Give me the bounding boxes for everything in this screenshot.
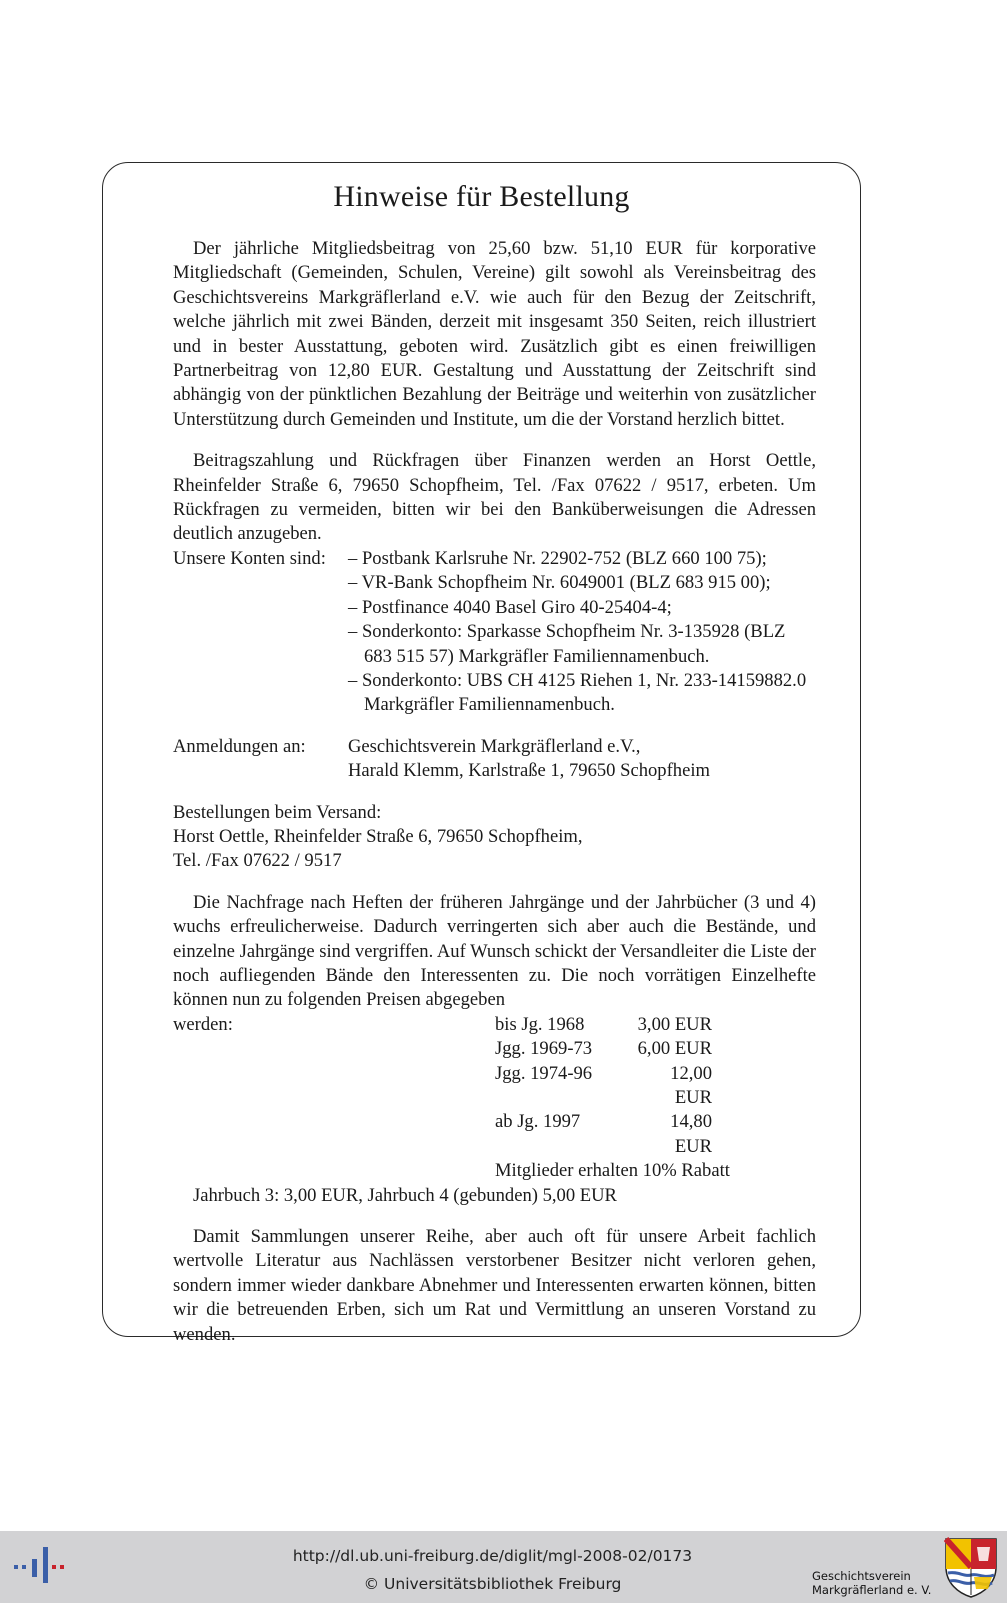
payment-paragraph: Beitragszahlung und Rückfragen über Finanzen werden an Horst Oettle, Rheinfelder Straße 6, 79650 Schopfheim, Tel. /Fax 07622 / 9517, erbeten. Um Rückfragen zu vermeiden, bitten wir bei den Banküberweisungen die Adressen deutlich anzugeben. <box>173 450 816 545</box>
price-row <box>173 1159 816 1183</box>
coat-of-arms-icon <box>944 1537 998 1599</box>
price-row <box>173 1062 816 1111</box>
membership-paragraph: Der jährliche Mitgliedsbeitrag von 25,60 bzw. 51,10 EUR für korporative Mitgliedschaft (Gemeinden, Schulen, Vereine) gilt sowohl als Vereinsbeitrag des Geschichtsvereins Markgräflerland e.V. wie auch für den Bezug der Zeitschrift, welche jährlich mit zwei Bänden, derzeit mit insgesamt 350 Seiten, reich illustriert und in bester Ausstattung, geboten wird. Zusätzlich gibt es einen freiwilligen Partnerbeitrag von 12,80 EUR. Gestaltung und Ausstattung der Zeitschrift sind abhängig von der pünktlichen Bezahlung der Beiträge und weiterhin von zusätzlicher Unterstützung durch Gemeinden und Institute, um die der Vorstand herzlich bittet. <box>173 238 816 430</box>
price-range: Jgg. 1974-96 <box>495 1062 593 1084</box>
society-name-line: Markgräflerland e. V. <box>812 1583 932 1597</box>
price-row <box>173 1013 816 1037</box>
price-value: 6,00 EUR <box>637 1038 712 1060</box>
price-row <box>173 1110 816 1159</box>
price-range: Jgg. 1969-73 <box>495 1038 593 1060</box>
accounts-section <box>173 547 816 718</box>
account-item: – VR-Bank Schopfheim Nr. 6049001 (BLZ 683 915 00); <box>348 572 771 594</box>
account-item: – Postbank Karlsruhe Nr. 22902-752 (BLZ 660 100 75); <box>348 547 767 569</box>
back-issues-paragraph: Die Nachfrage nach Heften der früheren Jahrgänge und der Jahrbücher (3 und 4) wuchs erfreulicherweise. Dadurch verringerten sich aber auch die Bestände, und einzelne Jahrgänge sind vergriffen. Auf Wunsch schickt der Versandleiter die Liste der noch aufliegenden Bände den Interessenten zu. Die noch vorrätigen Einzelhefte können nun zu folgenden Preisen abgegeben <box>173 891 816 1011</box>
price-range: bis Jg. 1968 <box>495 1013 585 1035</box>
shipping-heading: Bestellungen beim Versand: <box>173 801 382 823</box>
collections-paragraph: Damit Sammlungen unserer Reihe, aber auch oft für unsere Arbeit fachlich wertvolle Literatur aus Nachlässen verstorbener Besitzer nicht verloren gehen, sondern immer wieder dankbare Abnehmer und Interessenten erwarten können, bitten wir die betreuenden Erben, sich um Rat und Vermittlung an unseren Vorstand zu wenden. <box>173 1226 816 1345</box>
footer-bar <box>0 1531 1007 1603</box>
price-value: 14,80 EUR <box>670 1111 712 1157</box>
accounts-label: Unsere Konten sind: <box>173 547 326 569</box>
accounts-list <box>348 547 816 718</box>
yearbook-prices: Jahrbuch 3: 3,00 EUR, Jahrbuch 4 (gebunden) 5,00 EUR <box>193 1184 617 1206</box>
account-item: – Sonderkonto: Sparkasse Schopfheim Nr. 3-135928 (BLZ 683 515 57) Markgräfler Familiennamenbuch. <box>348 621 786 667</box>
registration-address-line: Harald Klemm, Karlstraße 1, 79650 Schopfheim <box>348 760 710 782</box>
notice-box <box>102 162 861 1345</box>
source-url-link[interactable]: http://dl.ub.uni-freiburg.de/diglit/mgl-2008-02/0173 <box>292 1547 693 1565</box>
account-item: – Postfinance 4040 Basel Giro 40-25404-4; <box>348 596 672 618</box>
account-item: – Sonderkonto: UBS CH 4125 Riehen 1, Nr. 233-14159882.0 Markgräfler Familiennamenbuch. <box>348 669 807 716</box>
member-discount: Mitglieder erhalten 10% Rabatt <box>495 1160 730 1182</box>
price-range: ab Jg. 1997 <box>495 1111 581 1133</box>
copyright-text: © Universitätsbibliothek Freiburg <box>363 1575 622 1593</box>
page-title: Hinweise für Bestellung <box>333 180 630 213</box>
price-list <box>173 1013 816 1184</box>
shipping-address: Horst Oettle, Rheinfelder Straße 6, 79650 Schopfheim, <box>173 825 583 847</box>
shipping-section <box>173 801 816 874</box>
society-name <box>812 1569 931 1597</box>
price-value: 12,00 EUR <box>670 1062 712 1108</box>
price-value: 3,00 EUR <box>637 1013 712 1035</box>
shipping-phone: Tel. /Fax 07622 / 9517 <box>173 850 342 872</box>
registration-section <box>173 735 816 784</box>
price-lead: werden: <box>173 1013 233 1035</box>
registration-label: Anmeldungen an: <box>173 735 306 757</box>
price-row <box>173 1037 816 1061</box>
registration-address-line: Geschichtsverein Markgräflerland e.V., <box>348 735 641 757</box>
society-name-line: Geschichtsverein <box>812 1569 911 1583</box>
notice-content <box>173 237 816 1347</box>
